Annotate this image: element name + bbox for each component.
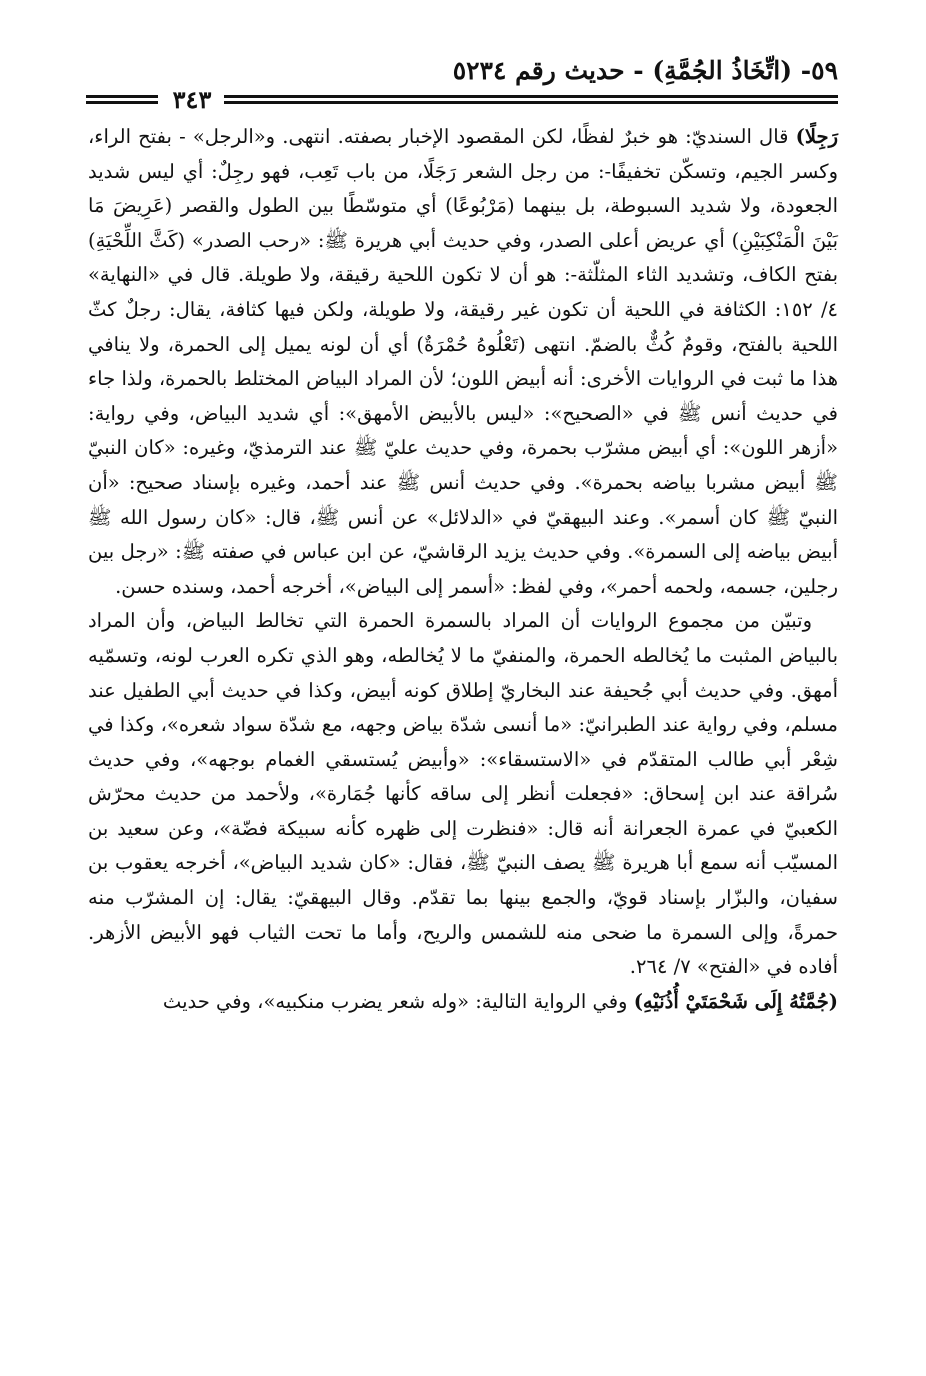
body-text xyxy=(88,120,838,1019)
double-rule-left xyxy=(86,95,158,104)
header-rule xyxy=(86,85,838,114)
double-rule-right xyxy=(224,95,838,104)
paragraph-2-text: وتبيّن من مجموع الروايات أن المراد بالسمرة الحمرة التي تخالط البياض، وأن المراد بالبياض المثبت ما يُخالطه الحمرة، والمنفيّ ما لا يُخالطه، وهو الذي تكره العرب لونه، وتسمّيه أمهق. وفي حديث أبي جُحيفة عند البخاريّ إطلاق كونه أبيض، وكذا في حديث أبي الطفيل عند مسلم، وفي رواية عند الطبرانيّ: «ما أنسى شدّة بياض وجهه، مع شدّة سواد شعره»، وكذا في شِعْر أبي طالب المتقدّم في «الاستسقاء»: «وأبيض يُستسقي الغمام بوجهه»، وفي حديث سُراقة عند ابن إسحاق: «فجعلت أنظر إلى ساقه كأنها جُمَارة»، ولأحمد من حديث محرّش الكعبيّ في عمرة الجعرانة أنه قال: «فنظرت إلى ظهره كأنه سبيكة فضّة»، وعن سعيد بن المسيّب أنه سمع أبا هريرة ﷺ يصف النبيّ ﷺ، فقال: «كان شديد البياض»، أخرجه يعقوب بن سفيان، والبزّار بإسناد قويّ، والجمع بينها بما تقدّم. وقال البيهقيّ: يقال: إن المشرّب منه حمرةً، وإلى السمرة ما ضحى منه للشمس والريح، وأما ما تحت الثياب فهو الأبيض الأزهر. أفاده في «الفتح» ٧/ ٢٦٤. xyxy=(88,609,838,979)
paragraph-3-lead: (جُمَّتُهُ إِلَى شَحْمَتَيْ أُذُنَيْهِ) xyxy=(633,989,838,1013)
paragraph-3 xyxy=(88,985,838,1020)
page-number: ٣٤٣ xyxy=(172,85,212,114)
paragraph-1-text: قال السنديّ: هو خبرٌ لفظًا، لكن المقصود الإخبار بصفته. انتهى. و«الرجل» - بفتح الراء، وكسر الجيم، وتسكّن تخفيفًا-: من رجل الشعر رَجَلًا، من باب تَعِب، فهو رجِلٌ: أي ليس شديد الجعودة، ولا شديد السبوطة، بل بينهما (مَرْبُوعًا) أي متوسّطًا بين الطول والقصر (عَرِيضَ مَا بَيْنَ الْمَنْكِبَيْنِ) أي عريض أعلى الصدر، وفي حديث أبي هريرة ﷺ: «رحب الصدر» (كَثَّ اللِّحْيَةِ) بفتح الكاف، وتشديد الثاء المثلّثة-: هو أن لا تكون اللحية رقيقة، ولا طويلة. قال في «النهاية» ٤/ ١٥٢: الكثافة في اللحية أن تكون غير رقيقة، ولا طويلة، ولكن فيها كثافة، يقال: رجلٌ كثّ اللحية بالفتح، وقومٌ كُثٌّ بالضمّ. انتهى (تَعْلُوهُ حُمْرَةٌ) أي أن لونه يميل إلى الحمرة، ولا ينافي هذا ما ثبت في الروايات الأخرى: أنه أبيض اللون؛ لأن المراد البياض المختلط بالحمرة، ولذا جاء في حديث أنس ﷺ في «الصحيح»: «ليس بالأبيض الأمهق»: أي شديد البياض، وفي رواية: «أزهر اللون»: أي أبيض مشرّب بحمرة، وفي حديث عليّ ﷺ عند الترمذيّ، وغيره: «كان النبيّ ﷺ أبيض مشربا بياضه بحمرة». وفي حديث أنس ﷺ عند أحمد، وغيره بإسناد صحيح: «أن النبيّ ﷺ كان أسمر». وعند البيهقيّ في «الدلائل» عن أنس ﷺ، قال: «كان رسول الله ﷺ أبيض بياضه إلى السمرة». وفي حديث يزيد الرقاشيّ، عن ابن عباس في صفته ﷺ: «رجل بين رجلين، جسمه، ولحمه أحمر»، وفي لفظ: «أسمر إلى البياض»، أخرجه أحمد، وسنده حسن. xyxy=(88,125,838,598)
paragraph-3-text: وفي الرواية التالية: «وله شعر يضرب منكبيه»، وفي حديث xyxy=(162,989,634,1013)
header-title: ٥٩- (اتِّخَاذُ الجُمَّةِ) - حديث رقم ٥٢٣٤ xyxy=(452,56,838,85)
paragraph-2 xyxy=(88,604,838,985)
paragraph-1 xyxy=(88,120,838,604)
running-header xyxy=(420,56,838,85)
paragraph-1-lead: رَجِلًا) xyxy=(795,125,838,148)
